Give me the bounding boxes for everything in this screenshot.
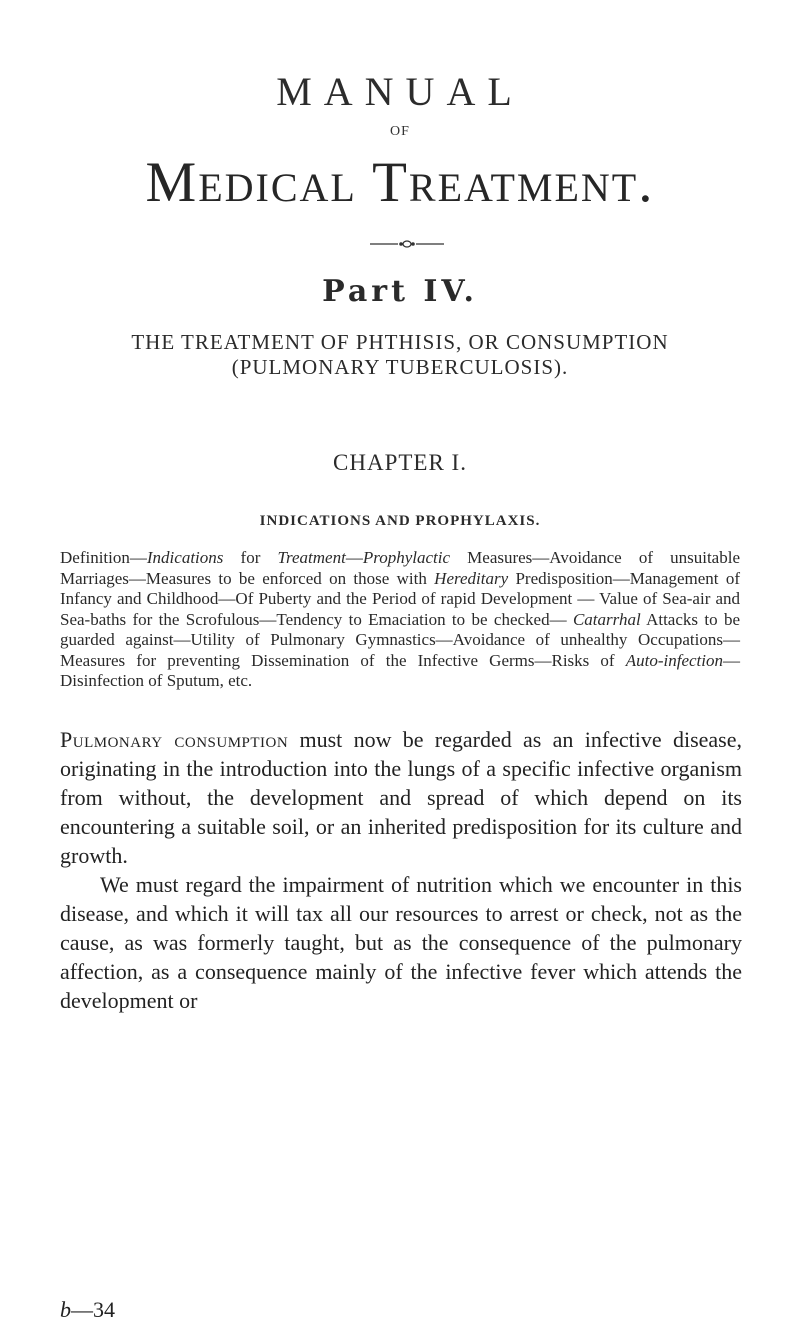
- header-of: OF: [390, 124, 410, 139]
- synopsis-italic: Indications: [146, 548, 224, 567]
- page-title: Medical Treatment.: [145, 151, 655, 214]
- signature-mark: [60, 1297, 115, 1323]
- part-label: Part IV.: [322, 274, 478, 309]
- ornament-rule-icon: [370, 239, 444, 249]
- synopsis-text: Attacks to be guarded against—Utility of Pulmonary Gymnastics—Avoidance of unhealthy Occupations—Measures for preventing Dissemination of the Infective Germs—Risks of: [60, 609, 740, 670]
- synopsis-text: —Disinfection of Sputum, etc.: [60, 650, 740, 690]
- chapter-subheading: INDICATIONS AND PROPHYLAXIS.: [259, 513, 541, 529]
- chapter-synopsis: [60, 548, 740, 692]
- chapter-heading: CHAPTER I.: [333, 450, 467, 475]
- paragraph-text: must now be regarded as an infective disease, originating in the introduction into the lungs of a specific infective organism from without, the development and spread of which depend on its encountering a suitable soil, or an inherited predisposition for its culture and growth.: [60, 727, 742, 868]
- synopsis-text: for: [223, 548, 278, 567]
- synopsis-text: Predisposition—Management of Infancy and Childhood—Of Puberty and the Period of rapid Development — Value of Sea-air and Sea-baths for the Scrofulous—Tendency to Emaciation to be checked—: [60, 568, 740, 629]
- synopsis-italic: Prophylactic: [362, 548, 451, 567]
- subtitle-line-2: (PULMONARY TUBERCULOSIS).: [231, 355, 569, 379]
- signature-letter: b: [60, 1297, 71, 1322]
- header-manual: MANUAL: [276, 69, 524, 114]
- signature-number: —34: [71, 1297, 115, 1322]
- synopsis-italic: Catarrhal: [572, 609, 641, 629]
- synopsis-italic: Treatment: [277, 548, 346, 567]
- synopsis-text: —: [345, 548, 363, 567]
- subtitle-line-1: THE TREATMENT OF PHTHISIS, OR CONSUMPTION: [131, 330, 669, 354]
- synopsis-text: Definition—: [60, 548, 147, 567]
- paragraph-lead: Pulmonary consumption: [60, 727, 289, 752]
- paragraph-2: We must regard the impairment of nutrition which we encounter in this disease, and which it will tax all our resources to arrest or check, not as the cause, as was formerly taught, but as the consequence of the pulmonary affection, as a consequence mainly of the infective fever which attends the development or: [60, 872, 742, 1013]
- synopsis-italic: Hereditary: [434, 568, 509, 588]
- paragraph-1: [60, 725, 742, 870]
- synopsis-text: Measures—Avoidance of unsuitable Marriages—Measures to be enforced on those with: [60, 548, 740, 588]
- synopsis-italic: Auto-infection: [625, 650, 723, 670]
- body-text: [60, 725, 742, 1015]
